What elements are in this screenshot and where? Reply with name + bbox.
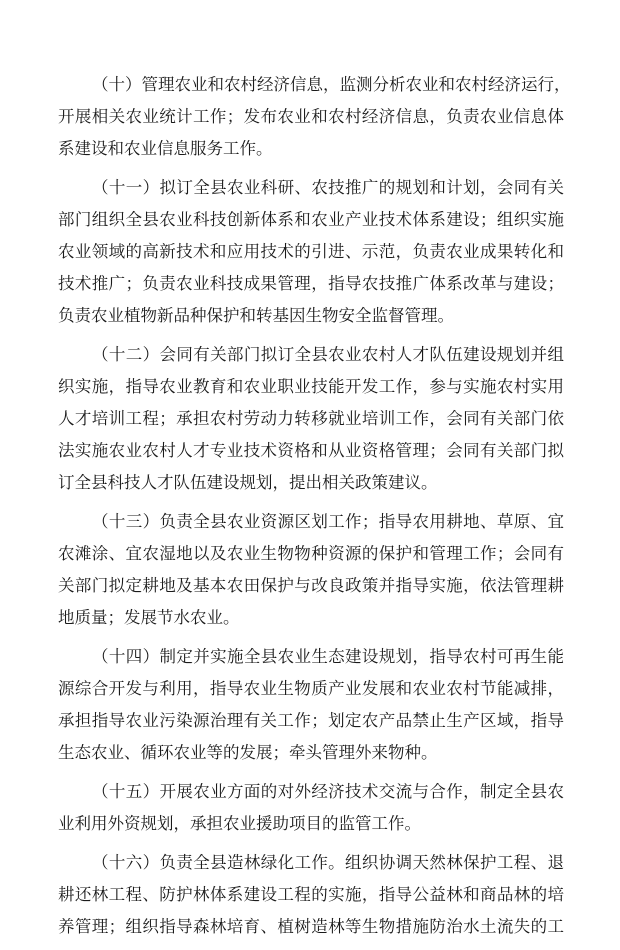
paragraph-13 bbox=[58, 506, 564, 634]
text-line: 负责农业植物新品种保护和转基因生物安全监督管理。 bbox=[58, 306, 454, 325]
text-line: 农滩涂、宜农湿地以及农业生物物种资源的保护和管理工作；会同有 bbox=[58, 544, 564, 563]
text-line: 承担指导农业污染源治理有关工作；划定农产品禁止生产区域，指导 bbox=[58, 711, 564, 730]
text-line: 开展相关农业统计工作；发布农业和农村经济信息，负责农业信息体 bbox=[58, 107, 564, 126]
document-body bbox=[58, 69, 571, 950]
text-line: 订全县科技人才队伍建设规划，提出相关政策建议。 bbox=[58, 473, 438, 492]
text-line: 业利用外资规划，承担农业援助项目的监管工作。 bbox=[58, 814, 421, 833]
text-line: 法实施农业农村人才专业技术资格和从业资格管理；会同有关部门拟 bbox=[58, 441, 564, 460]
text-line: （十五）开展农业方面的对外经济技术交流与合作，制定全县农 bbox=[92, 782, 564, 801]
text-line: 地质量；发展节水农业。 bbox=[58, 608, 240, 627]
text-line: 技术推广；负责农业科技成果管理，指导农技推广体系改革与建设； bbox=[58, 274, 564, 293]
paragraph-16 bbox=[58, 847, 564, 943]
paragraph-14 bbox=[58, 641, 564, 769]
text-line: 系建设和农业信息服务工作。 bbox=[58, 139, 273, 158]
text-line: 关部门拟定耕地及基本农田保护与改良政策并指导实施，依法管理耕 bbox=[58, 576, 564, 595]
text-line: （十三）负责全县农业资源区划工作；指导农用耕地、草原、宜 bbox=[92, 512, 564, 531]
text-line: （十六）负责全县造林绿化工作。组织协调天然林保护工程、退 bbox=[92, 853, 564, 872]
text-line: （十一）拟订全县农业科研、农技推广的规划和计划，会同有关 bbox=[92, 178, 564, 197]
paragraph-11 bbox=[58, 172, 564, 332]
text-line: （十）管理农业和农村经济信息，监测分析农业和农村经济运行， bbox=[92, 75, 571, 94]
text-line: 织实施，指导农业教育和农业职业技能开发工作，参与实施农村实用 bbox=[58, 377, 564, 396]
text-line: （十二）会同有关部门拟订全县农业农村人才队伍建设规划并组 bbox=[92, 345, 564, 364]
text-line: 生态农业、循环农业等的发展；牵头管理外来物种。 bbox=[58, 743, 438, 762]
text-line: （十四）制定并实施全县农业生态建设规划，指导农村可再生能 bbox=[92, 647, 564, 666]
text-line: 部门组织全县农业科技创新体系和农业产业技术体系建设；组织实施 bbox=[58, 210, 564, 229]
text-line: 耕还林工程、防护林体系建设工程的实施，指导公益林和商品林的培 bbox=[58, 885, 564, 904]
text-line: 养管理；组织指导森林培育、植树造林等生物措施防治水土流失的工 bbox=[58, 917, 564, 936]
paragraph-10 bbox=[58, 69, 571, 165]
paragraph-12 bbox=[58, 339, 564, 499]
text-line: 源综合开发与利用，指导农业生物质产业发展和农业农村节能减排， bbox=[58, 679, 564, 698]
text-line: 人才培训工程；承担农村劳动力转移就业培训工作，会同有关部门依 bbox=[58, 409, 564, 428]
text-line: 农业领域的高新技术和应用技术的引进、示范，负责农业成果转化和 bbox=[58, 242, 564, 261]
paragraph-15 bbox=[58, 776, 564, 840]
